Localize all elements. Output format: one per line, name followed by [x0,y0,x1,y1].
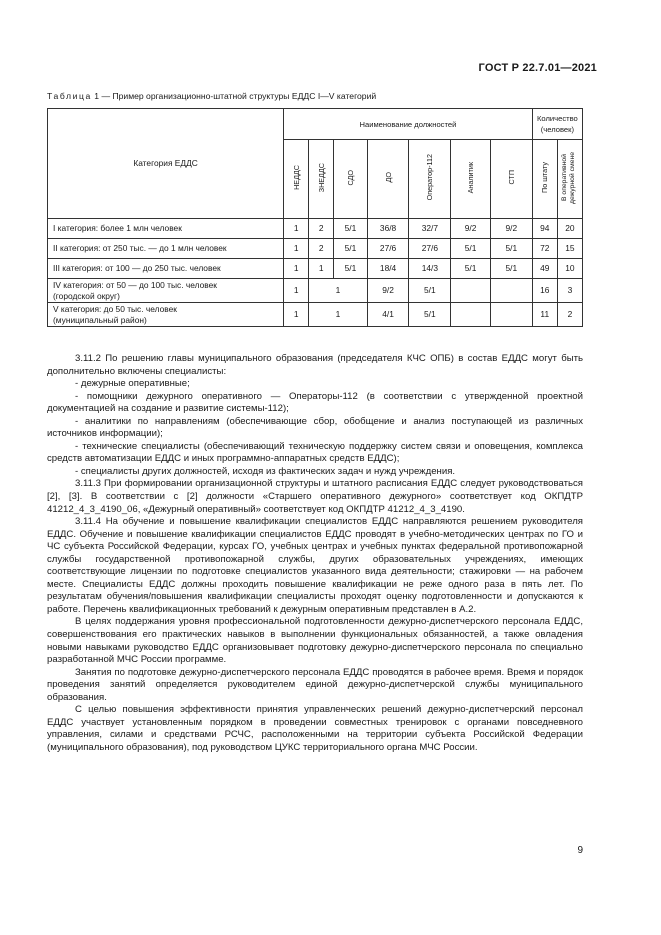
cell: 5/1 [334,259,367,279]
header-count-shift: В оперативной дежурной смене [557,140,582,219]
cell: 9/2 [490,219,532,239]
cell: 11 [532,303,557,327]
cell [490,279,532,303]
table-caption-text: 1 — Пример организационно-штатной структуры ЕДДС I—V категорий [91,91,377,101]
cell: 5/1 [451,259,491,279]
paragraph: 3.11.4 На обучение и повышение квалификации специалистов ЕДДС направляются решением руководителя ЕДДС. Обучение и повышение квалификации специалистов ЕДДС проводят в учебно-методических центрах по ГО и ЧС субъекта Российской Федерации, курсах ГО, учебных центрах и учебных пунктах федеральной противопожарной службы государственной противопожарной службы, других образовательных учреждениях, имеющих соответствующие лицензии по подготовке специалистов указанного вида деятельности; стажировки — на рабочем месте. Специалисты ЕДДС должны проходить повышение квалификации не реже одного раза в пять лет. По результатам обучения/повышения квалификации специалисты проходят оценку подготовленности и допускаются к работе. Перечень квалификационных требований к дежурным оперативным представлен в А.2. [47,516,583,615]
cell: 1 [284,219,309,239]
cell [451,303,491,327]
cell: 27/6 [409,239,451,259]
table-caption [47,91,376,101]
header-count-total: По штату [532,140,557,219]
cell: 1 [309,259,334,279]
cell: 14/3 [409,259,451,279]
standard-number: ГОСТ Р 22.7.01—2021 [478,62,597,74]
row-category: V категория: до 50 тыс. человек (муниципальный район) [48,303,284,327]
cell: 9/2 [367,279,409,303]
cell: 72 [532,239,557,259]
table-row [48,303,583,327]
cell: 2 [309,219,334,239]
page-number: 9 [577,845,583,856]
list-item: - специалисты других должностей, исходя из фактических задач и нужд учреждения. [75,465,456,477]
paragraph: 3.11.2 По решению главы муниципального образования (председателя КЧС ОПБ) в состав ЕДДС могут быть дополнительно включены специалисты: [47,353,583,377]
row-category: III категория: от 100 — до 250 тыс. человек [48,259,284,279]
cell: 1 [309,303,367,327]
row-category: I категория: более 1 млн человек [48,219,284,239]
paragraph: Занятия по подготовке дежурно-диспетчерского персонала ЕДДС проводятся в рабочее время. Время и порядок проведения занятий определяется руководителем единой дежурно-диспетчерской службы муниципального образования. [47,666,583,703]
cell [451,279,491,303]
cell: 1 [284,239,309,259]
table-row [48,259,583,279]
cell: 5/1 [451,239,491,259]
cell: 32/7 [409,219,451,239]
table-header-row [48,109,583,140]
cell: 36/8 [367,219,409,239]
cell: 5/1 [409,279,451,303]
header-position: Аналитик [451,140,491,219]
cell: 1 [284,279,309,303]
cell: 18/4 [367,259,409,279]
cell: 5/1 [334,239,367,259]
cell: 27/6 [367,239,409,259]
cell: 1 [309,279,367,303]
paragraph: С целью повышения эффективности принятия управленческих решений дежурно-диспетчерский персонал ЕДДС участвует установленным порядком в проведении совместных тренировок с органами повседневного управления, силами и средствами РСЧС, расположенными на территории субъекта Российской Федерации (муниципального образования), под руководством ЦУКС территориального органа МЧС России. [47,704,583,753]
table-row [48,219,583,239]
table-row [48,239,583,259]
cell: 5/1 [490,239,532,259]
paragraph: 3.11.3 При формировании организационной структуры и штатного расписания ЕДДС следует руководствоваться [2], [3]. В соответствии с [2] должности «Старшего оперативного дежурного» соответствует код ОКПДТР 41212_4_3_4190_06, «Дежурный оперативный» соответствует код ОКПДТР 41212_4_3_4190. [47,478,583,515]
list-item: - технические специалисты (обеспечивающий техническую поддержку систем связи и оповещения, комплекса средств автоматизации ЕДДС и иных программно-аппаратных средств ЕДДС); [47,440,583,465]
list-item: - аналитики по направлениям (обеспечивающие сбор, обобщение и анализ поступающей из различных источников информации); [47,415,583,440]
cell: 15 [557,239,582,259]
list-item: - дежурные оперативные; [75,378,190,390]
header-position: СДО [334,140,367,219]
header-position: НЕДДС [284,140,309,219]
cell: 10 [557,259,582,279]
row-category: IV категория: от 50 — до 100 тыс. человек (городской округ) [48,279,284,303]
cell: 5/1 [409,303,451,327]
header-position: Оператор-112 [409,140,451,219]
header-positions: Наименование должностей [284,109,533,140]
header-position: ДО [367,140,409,219]
cell: 5/1 [334,219,367,239]
row-category: II категория: от 250 тыс. — до 1 млн человек [48,239,284,259]
cell: 49 [532,259,557,279]
cell: 2 [309,239,334,259]
cell: 94 [532,219,557,239]
cell: 20 [557,219,582,239]
header-count: Количество (человек) [532,109,582,140]
table-caption-label: Таблица [47,91,92,101]
cell: 5/1 [490,259,532,279]
cell: 9/2 [451,219,491,239]
paragraph: В целях поддержания уровня профессиональной подготовленности дежурно-диспетчерского персонала ЕДДС, совершенствования его практических навыков в выполнении функциональных обязанностей, а также овладения новыми навыками руководство ЕДДС организовывает подготовку дежурно-диспетчерского персонала по специально разработанной МЧС России программе. [47,616,583,666]
staffing-table [47,108,583,327]
cell: 2 [557,303,582,327]
cell: 1 [284,259,309,279]
cell [490,303,532,327]
cell: 4/1 [367,303,409,327]
body-text [47,353,583,755]
header-position: СТП [490,140,532,219]
cell: 3 [557,279,582,303]
cell: 1 [284,303,309,327]
table-row [48,279,583,303]
header-category: Категория ЕДДС [48,109,284,219]
cell: 16 [532,279,557,303]
header-position: ЗНЕДДС [309,140,334,219]
list-item: - помощники дежурного оперативного — Операторы-112 (в соответствии с утвержденной проектной документацией на создание и развитие системы-112); [47,390,583,415]
